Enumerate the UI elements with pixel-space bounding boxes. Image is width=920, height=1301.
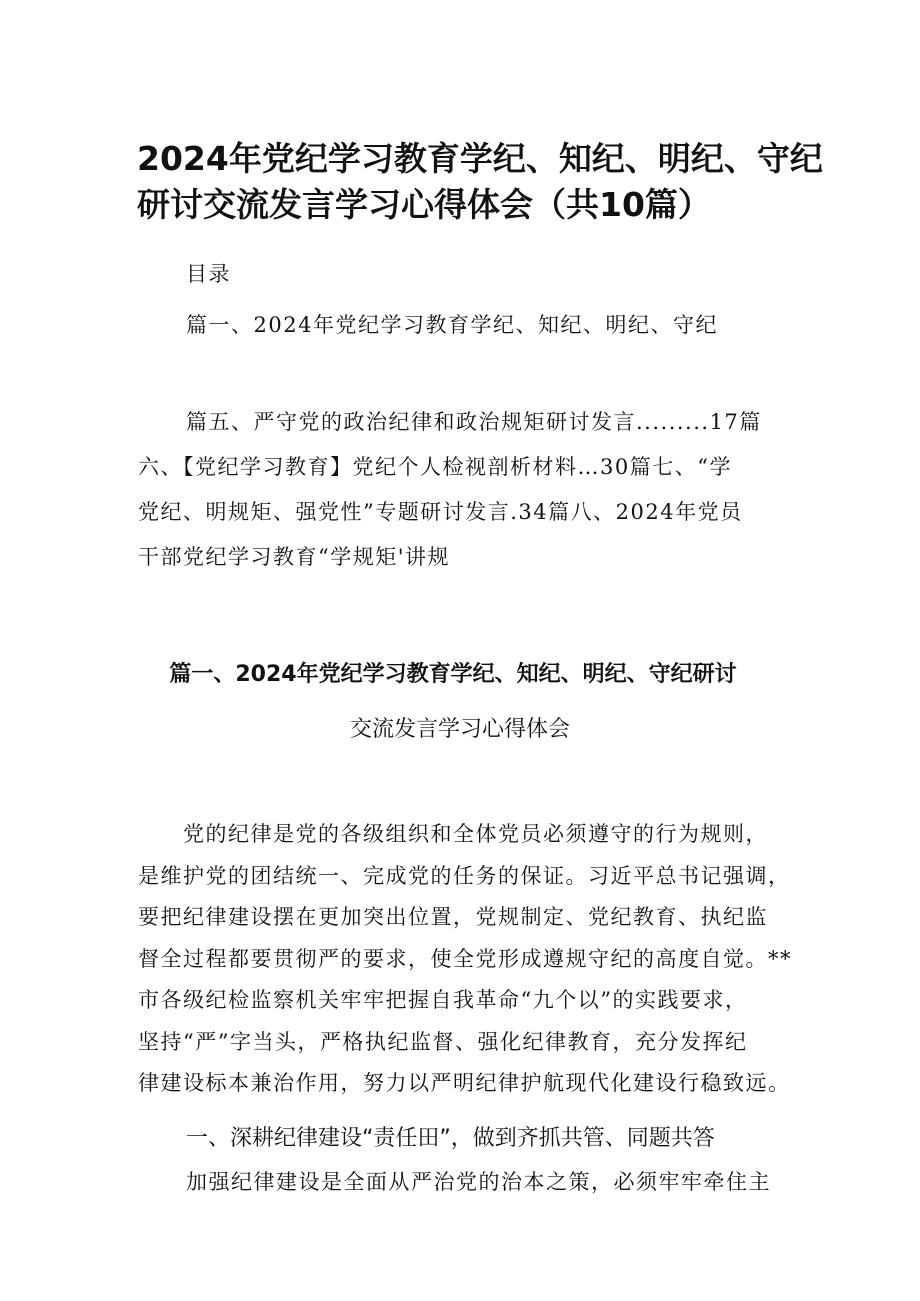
toc-line: 党纪、明规矩、强党性”专题研讨发言.34篇八、2024年党员 xyxy=(138,500,743,524)
paragraph-line: 是维护党的团结统一、完成党的任务的保证。习近平总书记强调， xyxy=(138,863,791,888)
paragraph-line: 律建设标本兼治作用，努力以严明纪律护航现代化建设行稳致远。 xyxy=(138,1071,791,1095)
title-line-2: 研讨交流发言学习心得体会（共10篇） xyxy=(137,185,711,224)
paragraph-line: 党的纪律是党的各级组织和全体党员必须遵守的行为规则， xyxy=(183,822,768,846)
toc-heading: 目录 xyxy=(186,262,231,286)
paragraph-line: 市各级纪检监察机关牢牢把握自我革命“九个以”的实践要求， xyxy=(138,988,748,1012)
section-title-line-1: 篇一、2024年党纪学习教育学纪、知纪、明纪、守纪研讨 xyxy=(169,662,737,687)
paragraph-line: 要把纪律建设摆在更加突出位置，党规制定、党纪教育、执纪监 xyxy=(138,905,768,929)
section-title-line-2: 交流发言学习心得体会 xyxy=(349,717,570,742)
document-title xyxy=(137,136,823,228)
toc-line: 六、【党纪学习教育】党纪个人检视剖析材料…30篇七、“学 xyxy=(138,455,732,479)
paragraph-line: 督全过程都要贯彻严的要求，使全党形成遵规守纪的高度自觉。** xyxy=(138,946,792,971)
title-line-1: 2024年党纪学习教育学纪、知纪、明纪、守纪 xyxy=(137,139,823,178)
toc-line: 干部党纪学习教育“学规矩'讲规 xyxy=(138,545,451,569)
toc-entry-1: 篇一、2024年党纪学习教育学纪、知纪、明纪、守纪 xyxy=(186,313,718,337)
paragraph-line: 加强纪律建设是全面从严治党的治本之策，必须牢牢牵住主 xyxy=(186,1170,771,1194)
toc-line: 篇五、严守党的政治纪律和政治规矩研讨发言.........17篇 xyxy=(186,410,762,434)
body-paragraph xyxy=(138,814,818,1105)
toc-entries-block xyxy=(138,400,762,580)
subheading: 一、深耕纪律建设“责任田”，做到齐抓共管、同题共答 xyxy=(186,1126,715,1151)
paragraph-line: 坚持“严”字当头，严格执纪监督、强化纪律教育，充分发挥纪 xyxy=(138,1029,748,1054)
